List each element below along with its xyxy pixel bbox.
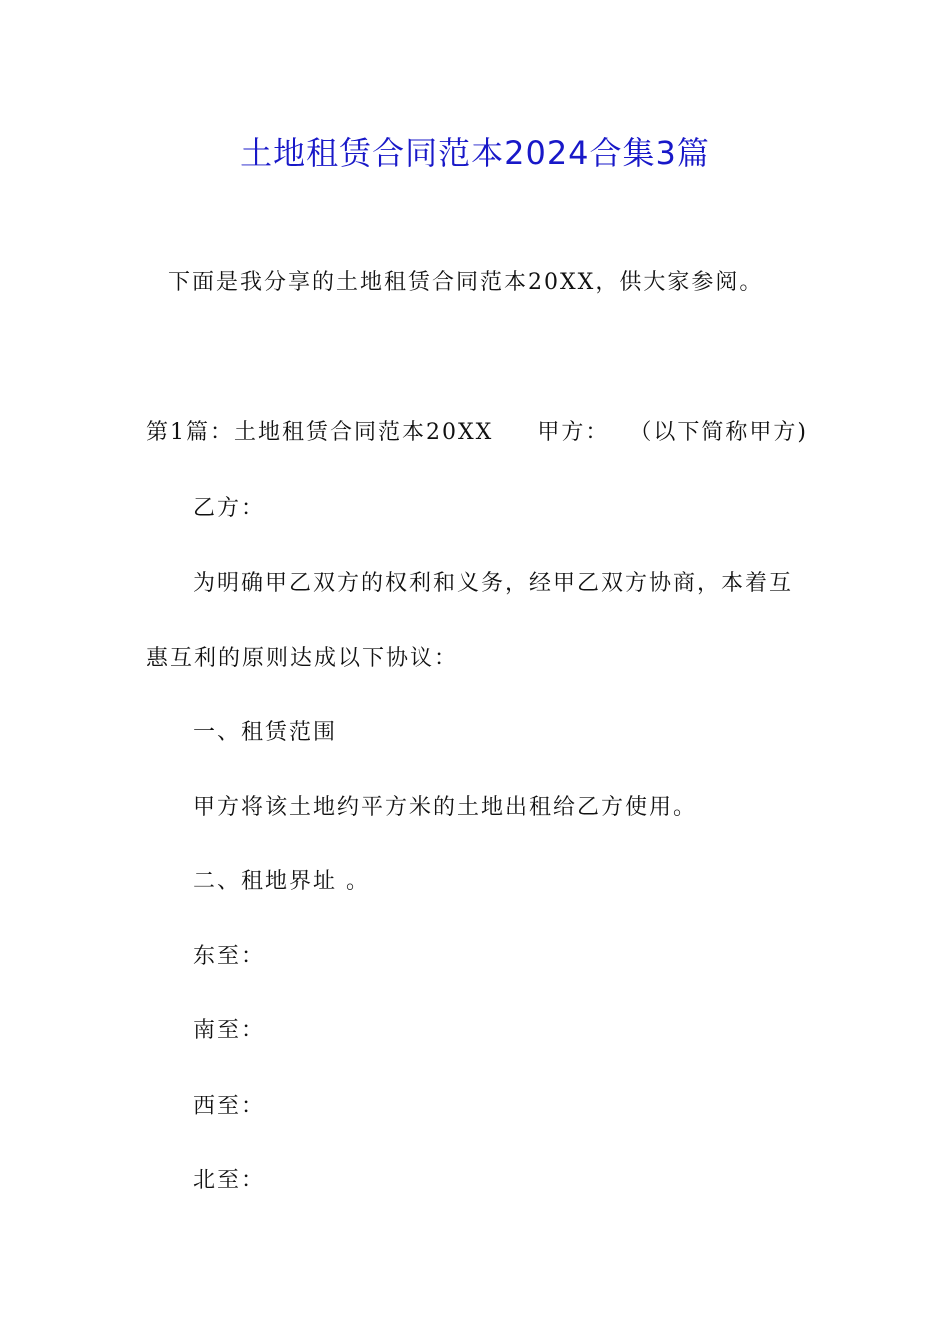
party-a-note: （以下简称甲方) (629, 420, 808, 445)
document-title: 土地租赁合同范本2024合集3篇 (240, 134, 710, 172)
boundary-east: 东至： (193, 944, 266, 969)
boundary-south: 南至： (193, 1018, 266, 1043)
party-a-label: 甲方： (537, 420, 610, 445)
section-1-heading-line (146, 418, 808, 448)
clause-2-heading: 二、租地界址 。 (193, 869, 370, 894)
clause-1-heading: 一、租赁范围 (193, 720, 338, 745)
intro-paragraph: 下面是我分享的土地租赁合同范本20XX，供大家参阅。 (168, 270, 764, 295)
purpose-line-1: 为明确甲乙双方的权利和义务，经甲乙双方协商，本着互 (193, 571, 794, 596)
boundary-west: 西至： (193, 1094, 266, 1119)
purpose-line-2: 惠互利的原则达成以下协议： (146, 646, 459, 671)
party-b-label: 乙方： (193, 496, 266, 521)
clause-1-text: 甲方将该土地约平方米的土地出租给乙方使用。 (193, 795, 698, 820)
section-1-heading: 第1篇：土地租赁合同范本20XX (146, 420, 494, 445)
boundary-north: 北至： (193, 1168, 266, 1193)
